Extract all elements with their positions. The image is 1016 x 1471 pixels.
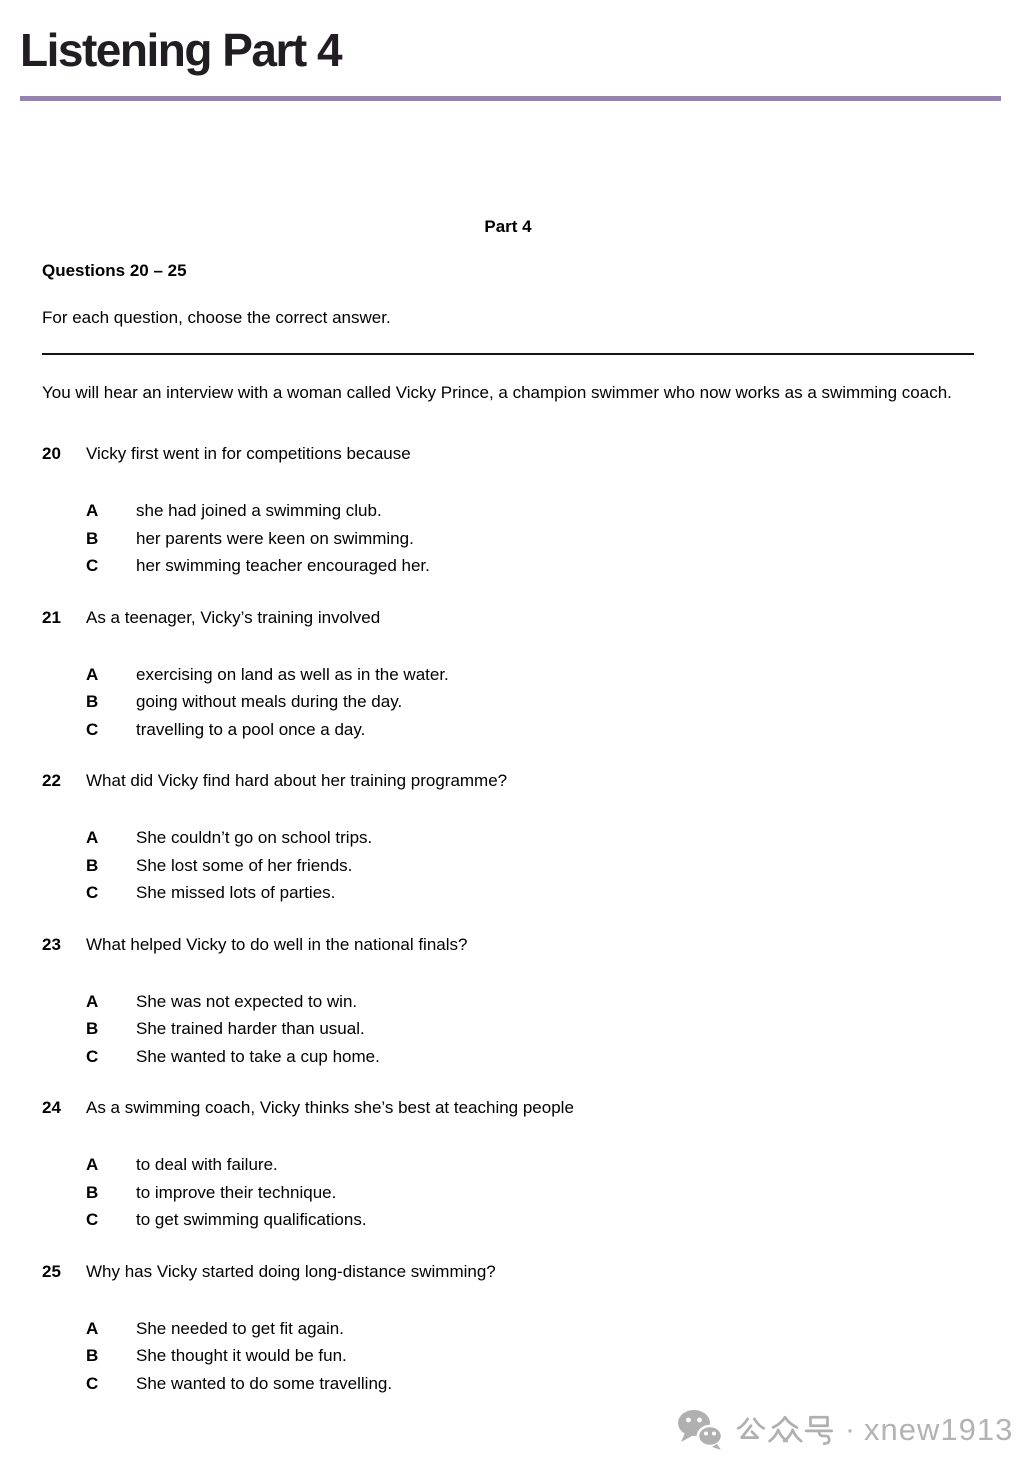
option-text: She lost some of her friends. — [136, 855, 353, 875]
option-letter: B — [86, 1019, 99, 1038]
question-line — [42, 1096, 974, 1120]
question-block-23 — [42, 933, 974, 1071]
watermark-separator: · — [845, 1413, 855, 1446]
question-text: Why has Vicky started doing long-distance swimming? — [86, 1261, 496, 1281]
option-row-a — [86, 988, 974, 1016]
question-number: 24 — [42, 1098, 61, 1117]
wechat-icon — [676, 1409, 724, 1451]
option-text: She wanted to do some travelling. — [136, 1373, 393, 1393]
option-letter: A — [86, 1155, 99, 1174]
option-row-c — [86, 1043, 974, 1071]
document-body — [42, 216, 974, 1397]
watermark — [676, 1409, 1013, 1451]
option-row-b — [86, 525, 974, 553]
options-list — [42, 1151, 974, 1234]
questions-range-heading: Questions 20 – 25 — [42, 261, 187, 280]
option-text: her parents were keen on swimming. — [136, 528, 414, 548]
question-block-25 — [42, 1260, 974, 1398]
question-number: 20 — [42, 444, 61, 463]
option-row-b — [86, 1015, 974, 1043]
option-letter: A — [86, 1318, 99, 1338]
instruction-text: For each question, choose the correct answer. — [42, 308, 391, 327]
option-text: exercising on land as well as in the water. — [136, 664, 449, 684]
option-row-a — [86, 497, 974, 525]
divider-line — [42, 353, 974, 355]
question-block-22 — [42, 769, 974, 907]
option-letter: C — [86, 719, 99, 739]
question-line — [42, 1260, 974, 1284]
wechat-account-label-glyphs — [734, 1413, 836, 1447]
option-text: to improve their technique. — [136, 1182, 337, 1202]
option-letter: B — [86, 1346, 99, 1365]
question-text: As a teenager, Vicky’s training involved — [86, 607, 381, 627]
page-title: Listening Part 4 — [20, 24, 342, 76]
options-list — [42, 661, 974, 744]
option-letter: B — [86, 528, 99, 548]
accent-rule — [20, 96, 1001, 101]
option-letter: C — [86, 1373, 99, 1393]
question-text: As a swimming coach, Vicky thinks she’s best at teaching people — [86, 1098, 574, 1117]
intro-text: You will hear an interview with a woman called Vicky Prince, a champion swimmer who now works as a swimming coach. — [42, 383, 952, 402]
option-row-b — [86, 1342, 974, 1370]
option-row-b — [86, 688, 974, 716]
option-letter: A — [86, 664, 99, 684]
option-letter: C — [86, 1210, 99, 1229]
option-row-c — [86, 552, 974, 580]
option-letter: C — [86, 556, 99, 575]
question-number: 25 — [42, 1261, 61, 1281]
option-row-b — [86, 1179, 974, 1207]
option-text: She thought it would be fun. — [136, 1346, 347, 1365]
part-heading: Part 4 — [484, 217, 532, 236]
question-block-24 — [42, 1096, 974, 1234]
option-row-c — [86, 716, 974, 744]
option-text: She needed to get fit again. — [136, 1318, 344, 1338]
option-row-a — [86, 661, 974, 689]
option-text: she had joined a swimming club. — [136, 501, 382, 520]
option-text: travelling to a pool once a day. — [136, 719, 366, 739]
option-letter: A — [86, 828, 99, 847]
option-row-a — [86, 1151, 974, 1179]
options-list — [42, 1315, 974, 1398]
question-line — [42, 933, 974, 957]
question-number: 22 — [42, 771, 61, 790]
options-list — [42, 824, 974, 907]
options-list — [42, 497, 974, 580]
option-letter: B — [86, 692, 99, 711]
option-text: her swimming teacher encouraged her. — [136, 556, 430, 575]
options-list — [42, 988, 974, 1071]
option-row-c — [86, 879, 974, 907]
option-row-c — [86, 1206, 974, 1234]
option-letter: B — [86, 855, 99, 875]
option-letter: C — [86, 883, 99, 902]
option-text: to deal with failure. — [136, 1155, 278, 1174]
option-row-c — [86, 1370, 974, 1398]
option-text: going without meals during the day. — [136, 692, 403, 711]
watermark-handle: xnew1913 — [864, 1412, 1014, 1447]
option-letter: B — [86, 1182, 99, 1202]
question-block-21 — [42, 606, 974, 744]
question-number: 21 — [42, 607, 61, 627]
option-text: to get swimming qualifications. — [136, 1210, 367, 1229]
option-row-a — [86, 824, 974, 852]
option-text: She trained harder than usual. — [136, 1019, 365, 1038]
option-letter: A — [86, 501, 99, 520]
question-line — [42, 769, 974, 793]
option-text: She wanted to take a cup home. — [136, 1046, 380, 1066]
question-text: What did Vicky find hard about her training programme? — [86, 771, 508, 790]
question-text: Vicky first went in for competitions because — [86, 444, 411, 463]
question-text: What helped Vicky to do well in the national finals? — [86, 934, 468, 954]
option-text: She couldn’t go on school trips. — [136, 828, 373, 847]
option-letter: C — [86, 1046, 99, 1066]
option-text: She was not expected to win. — [136, 991, 358, 1011]
question-number: 23 — [42, 934, 61, 954]
option-row-b — [86, 852, 974, 880]
question-line — [42, 606, 974, 630]
option-letter: A — [86, 991, 99, 1011]
option-text: She missed lots of parties. — [136, 883, 336, 902]
question-block-20 — [42, 442, 974, 580]
option-row-a — [86, 1315, 974, 1343]
question-line — [42, 442, 974, 466]
